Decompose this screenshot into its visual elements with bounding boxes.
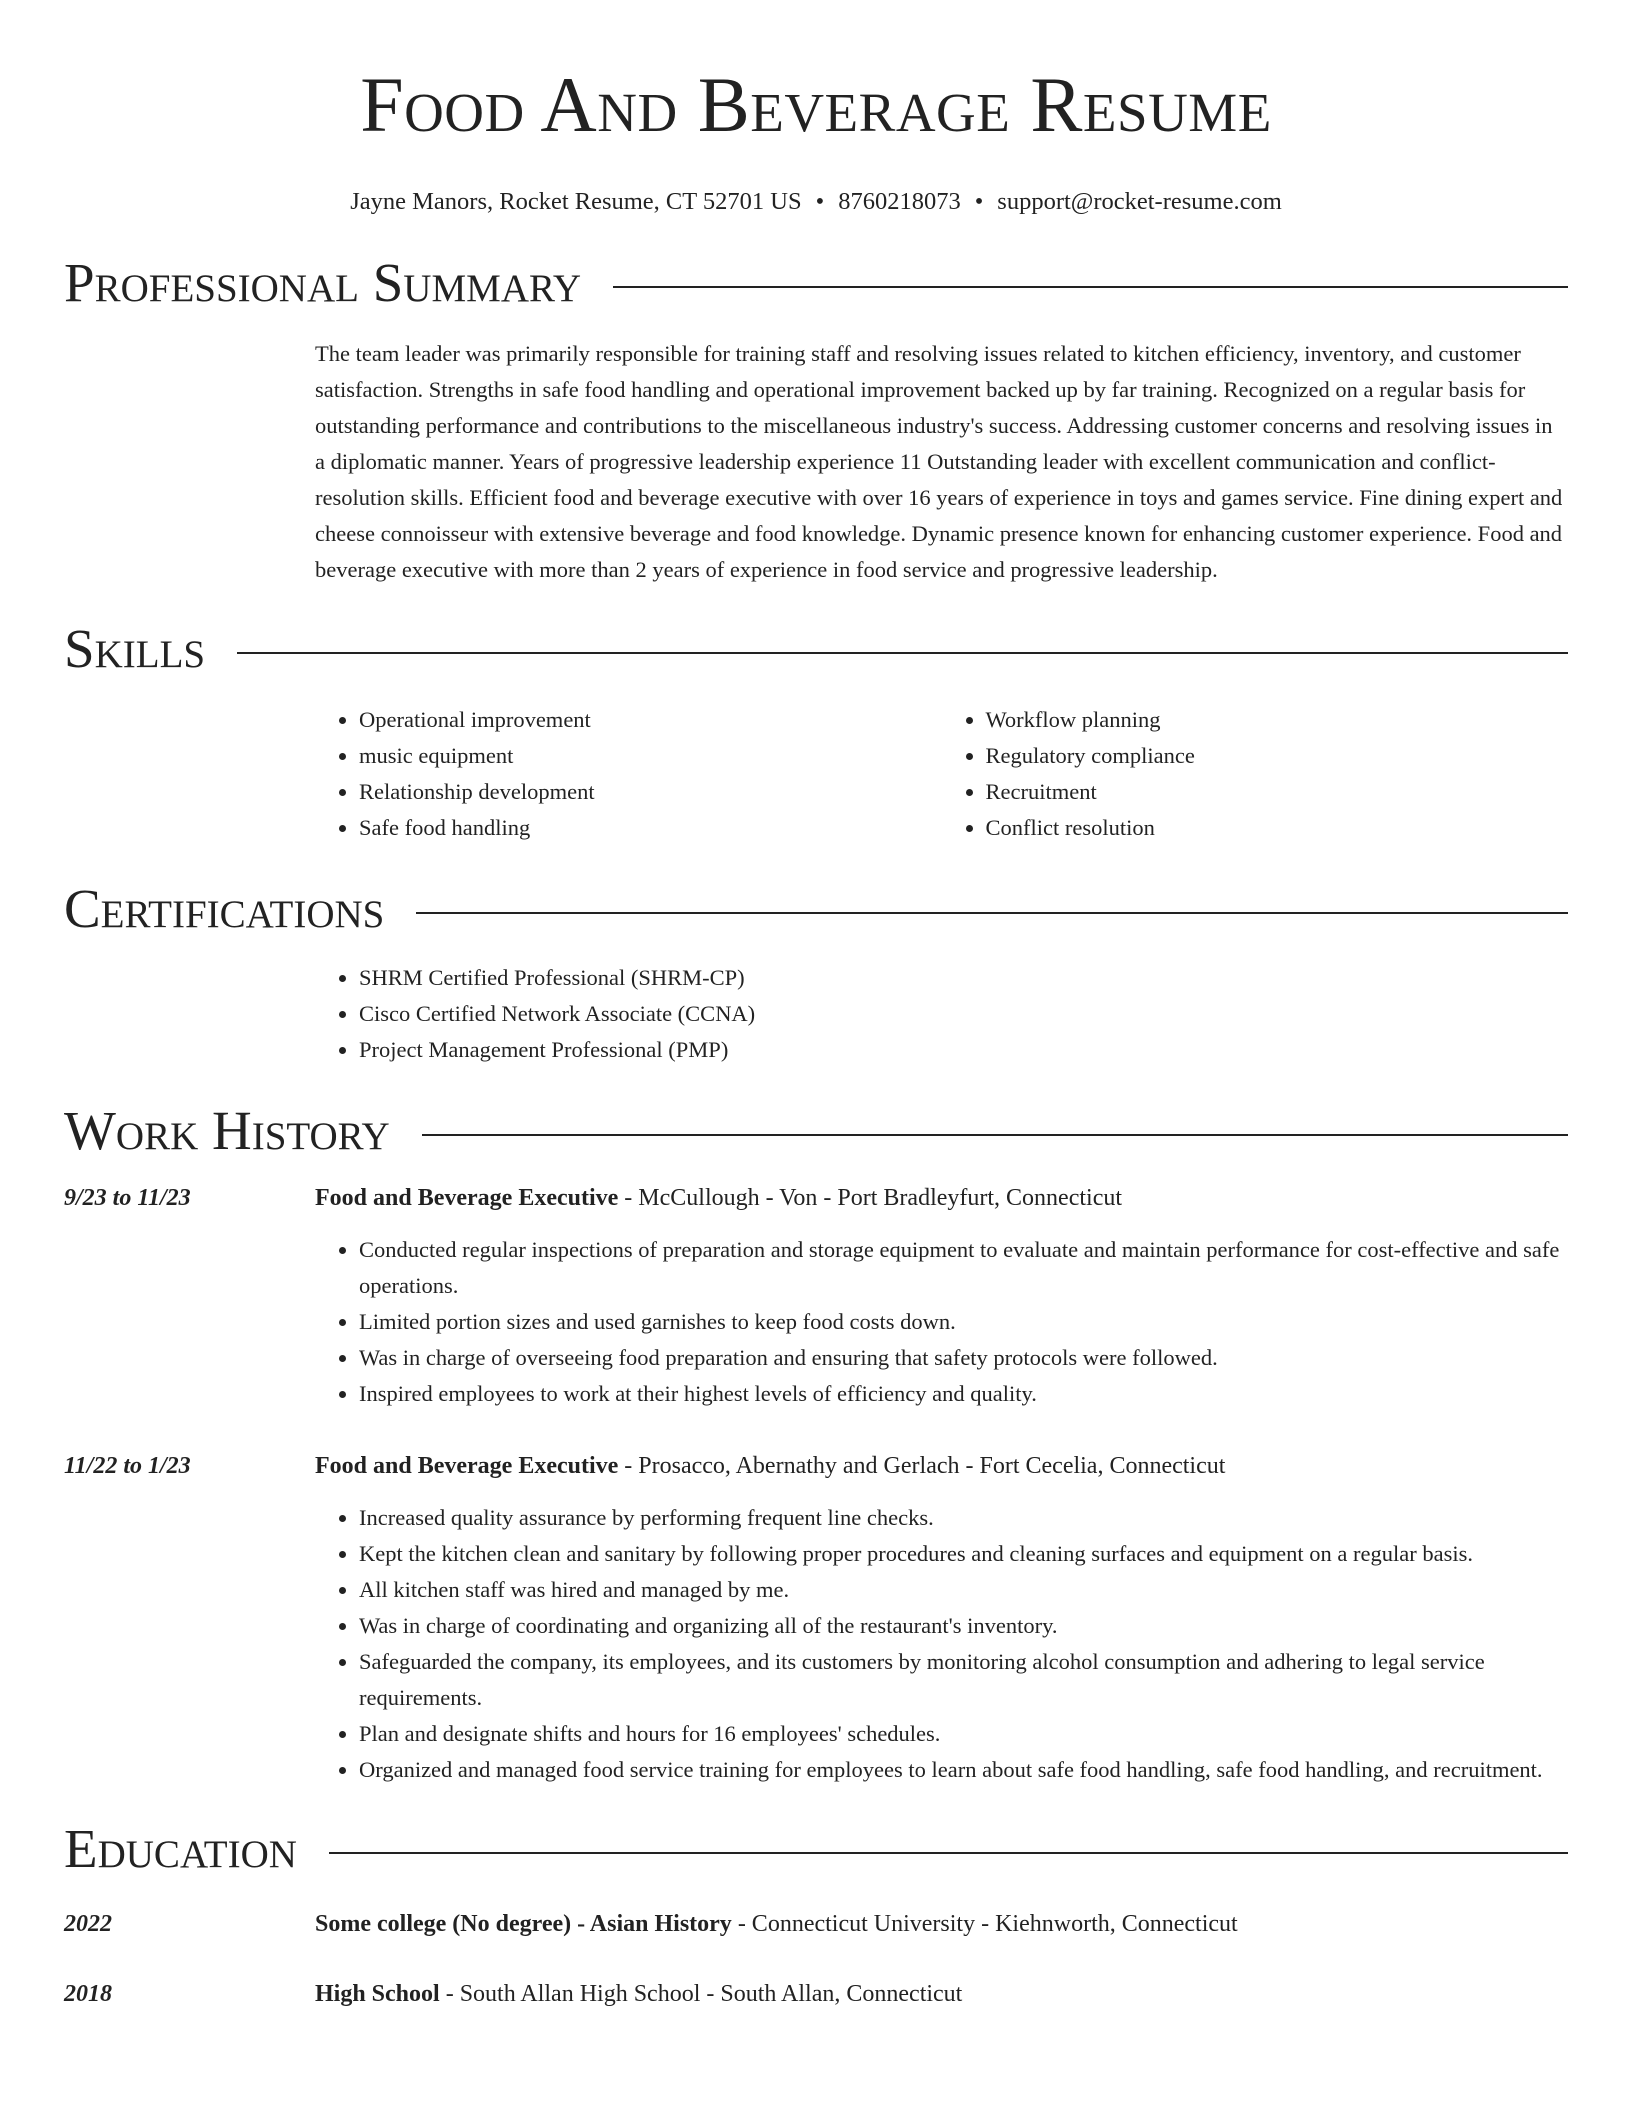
skills-heading: Skills — [64, 618, 206, 679]
resume-title: Food And Beverage Resume — [360, 61, 1272, 148]
job-bullet: • Conducted regular inspections of preparation and storage equipment to evaluate and maintain performance for cost-effective and safe operations. — [359, 1232, 1568, 1304]
work-heading: Work History — [64, 1100, 390, 1161]
section-divider — [422, 1134, 1568, 1136]
job-bullet: • Increased quality assurance by performing frequent line checks. — [359, 1500, 1568, 1536]
education-details: - South Allan High School - South Allan, Connecticut — [439, 1981, 963, 2007]
job-heading — [315, 1448, 1568, 1484]
section-divider — [329, 1852, 1568, 1854]
education-entry — [64, 1976, 1568, 2012]
skill-item: • Safe food handling — [359, 810, 942, 846]
job-title: Food and Beverage Executive — [315, 1453, 619, 1479]
job-bullet: • Organized and managed food service training for employees to learn about safe food handling, safe food handling, and recruitment. — [359, 1752, 1568, 1788]
section-divider — [237, 652, 1568, 654]
job-heading — [315, 1180, 1568, 1216]
job-bullet: • Was in charge of overseeing food preparation and ensuring that safety protocols were followed. — [359, 1340, 1568, 1376]
job-bullet: • All kitchen staff was hired and managed by me. — [359, 1572, 1568, 1608]
job-bullets — [315, 1232, 1568, 1412]
job-dates: 11/22 to 1/23 — [64, 1453, 191, 1479]
job-details: - Prosacco, Abernathy and Gerlach - Fort Cecelia, Connecticut — [618, 1453, 1226, 1479]
job-main — [315, 1448, 1568, 1788]
skills-left-list — [315, 702, 942, 846]
job-bullets — [315, 1500, 1568, 1788]
job-entry — [64, 1180, 1568, 1412]
resume-page — [64, 0, 1568, 2012]
education-heading: Education — [64, 1818, 297, 1879]
work-section-header — [64, 1100, 1568, 1162]
education-line — [315, 1906, 1568, 1942]
job-dates: 9/23 to 11/23 — [64, 1185, 191, 1211]
job-bullet: • Inspired employees to work at their highest levels of efficiency and quality. — [359, 1376, 1568, 1412]
certifications-list — [315, 960, 1568, 1068]
job-bullet: • Safeguarded the company, its employees, and its customers by monitoring alcohol consumption and adhering to legal service requirements. — [359, 1644, 1568, 1716]
certification-item: • Cisco Certified Network Associate (CCNA) — [359, 996, 1568, 1032]
job-bullet: • Limited portion sizes and used garnishes to keep food costs down. — [359, 1304, 1568, 1340]
skills-right-list — [942, 702, 1569, 846]
education-line — [315, 1976, 1568, 2012]
summary-heading: Professional Summary — [64, 252, 582, 313]
education-year: 2018 — [64, 1981, 112, 2007]
summary-section-header — [64, 252, 1568, 314]
section-divider — [416, 912, 1568, 914]
job-bullet: • Plan and designate shifts and hours for 16 employees' schedules. — [359, 1716, 1568, 1752]
skill-item: • Relationship development — [359, 774, 942, 810]
contact-line — [64, 188, 1568, 216]
contact-address: Jayne Manors, Rocket Resume, CT 52701 US — [350, 188, 802, 215]
job-entry — [64, 1448, 1568, 1788]
education-details: - Connecticut University - Kiehnworth, Connecticut — [731, 1911, 1238, 1937]
contact-phone: 8760218073 — [838, 188, 961, 215]
summary-text: The team leader was primarily responsible for training staff and resolving issues related to kitchen efficiency, inventory, and customer satisfaction. Strengths in safe food handling and operational improvement backed up by far training. Recognized on a regular basis for outstanding performance and contributions to the miscellaneous industry's success. Addressing customer concerns and resolving issues in a diplomatic manner. Years of progressive leadership experience 11 Outstanding leader with excellent communication and conflict-resolution skills. Efficient food and beverage executive with over 16 years of experience in toys and games service. Fine dining expert and cheese connoisseur with extensive beverage and food knowledge. Dynamic presence known for enhancing customer experience. Food and beverage executive with more than 2 years of experience in food service and progressive leadership. — [315, 341, 1563, 582]
skill-item: • music equipment — [359, 738, 942, 774]
job-details: - McCullough - Von - Port Bradleyfurt, Connecticut — [618, 1185, 1123, 1211]
skill-item: • Regulatory compliance — [986, 738, 1569, 774]
education-section-header — [64, 1818, 1568, 1880]
education-year: 2022 — [64, 1911, 112, 1937]
job-title: Food and Beverage Executive — [315, 1185, 619, 1211]
skill-item: • Conflict resolution — [986, 810, 1569, 846]
skills-grid — [315, 702, 1568, 846]
skills-section-header — [64, 618, 1568, 680]
certifications-heading: Certifications — [64, 878, 385, 939]
education-degree: High School — [315, 1981, 440, 2007]
job-bullet: • Was in charge of coordinating and organizing all of the restaurant's inventory. — [359, 1608, 1568, 1644]
education-entry — [64, 1906, 1568, 1942]
contact-separator: • — [974, 188, 984, 215]
contact-email: support@rocket-resume.com — [997, 188, 1282, 215]
certifications-bullets — [315, 960, 1568, 1068]
education-degree: Some college (No degree) - Asian History — [315, 1911, 732, 1937]
certification-item: • SHRM Certified Professional (SHRM-CP) — [359, 960, 1568, 996]
section-divider — [613, 286, 1568, 288]
skill-item: • Operational improvement — [359, 702, 942, 738]
skill-item: • Workflow planning — [986, 702, 1569, 738]
skill-item: • Recruitment — [986, 774, 1569, 810]
job-bullet: • Kept the kitchen clean and sanitary by following proper procedures and cleaning surfaces and equipment on a regular basis. — [359, 1536, 1568, 1572]
contact-separator: • — [815, 188, 825, 215]
certifications-section-header — [64, 878, 1568, 940]
certification-item: • Project Management Professional (PMP) — [359, 1032, 1568, 1068]
job-main — [315, 1180, 1568, 1412]
